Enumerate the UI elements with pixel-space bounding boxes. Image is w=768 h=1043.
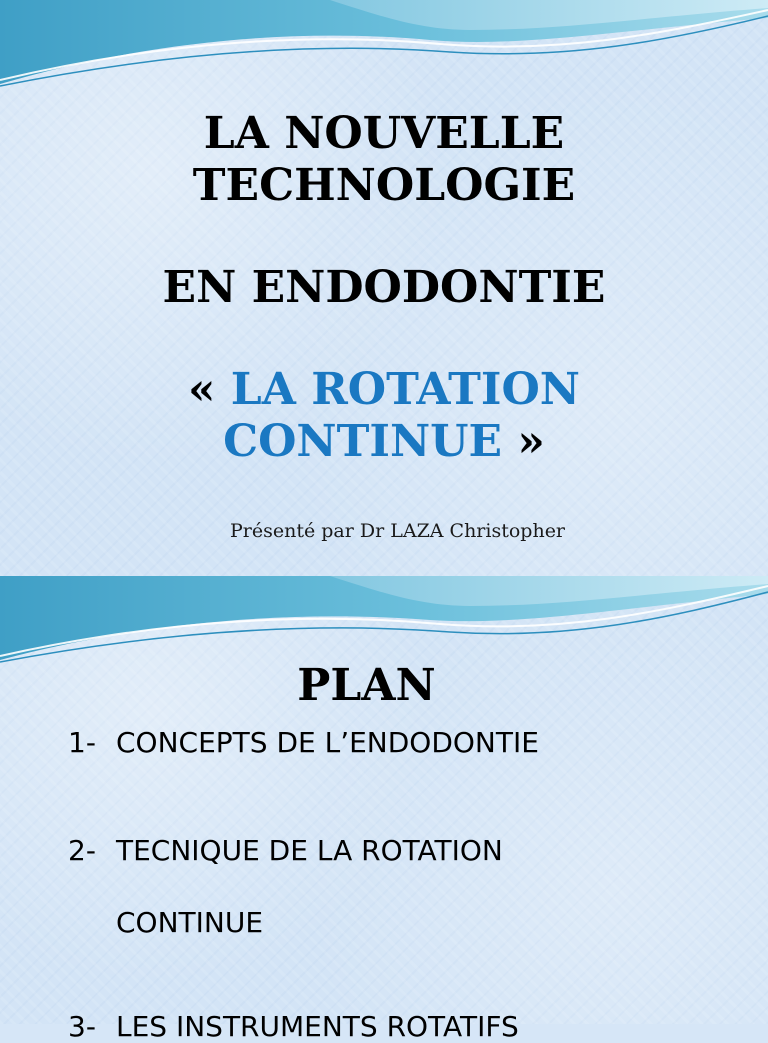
quote-open: « xyxy=(187,364,231,415)
presenter-credit: Présenté par Dr LAZA Christopher xyxy=(230,520,566,542)
plan-heading: PLAN xyxy=(297,660,436,711)
highlight-line-1: LA ROTATION xyxy=(230,364,581,415)
wave-banner-decoration xyxy=(0,0,768,110)
plan-item-2 xyxy=(68,834,503,867)
title-line-3: EN ENDODONTIE xyxy=(162,262,606,313)
plan-item-1 xyxy=(68,726,539,759)
slide-subtitle xyxy=(0,364,768,468)
title-line-2: TECHNOLOGIE xyxy=(192,160,576,211)
slide-title xyxy=(0,108,768,314)
title-line-1: LA NOUVELLE xyxy=(203,108,565,159)
plan-item-text: CONCEPTS DE L’ENDODONTIE xyxy=(116,726,539,759)
plan-item-3 xyxy=(68,1010,519,1043)
plan-item-number: 2- xyxy=(68,834,96,867)
plan-item-number: 3- xyxy=(68,1010,96,1043)
plan-item-text: TECNIQUE DE LA ROTATION xyxy=(116,834,503,867)
plan-item-2-continuation: CONTINUE xyxy=(116,906,264,939)
highlight-line-2: CONTINUE xyxy=(223,416,503,467)
plan-slide xyxy=(0,576,768,1043)
quote-close: » xyxy=(502,416,545,467)
plan-item-text: LES INSTRUMENTS ROTATIFS xyxy=(116,1010,519,1043)
plan-item-number: 1- xyxy=(68,726,96,759)
